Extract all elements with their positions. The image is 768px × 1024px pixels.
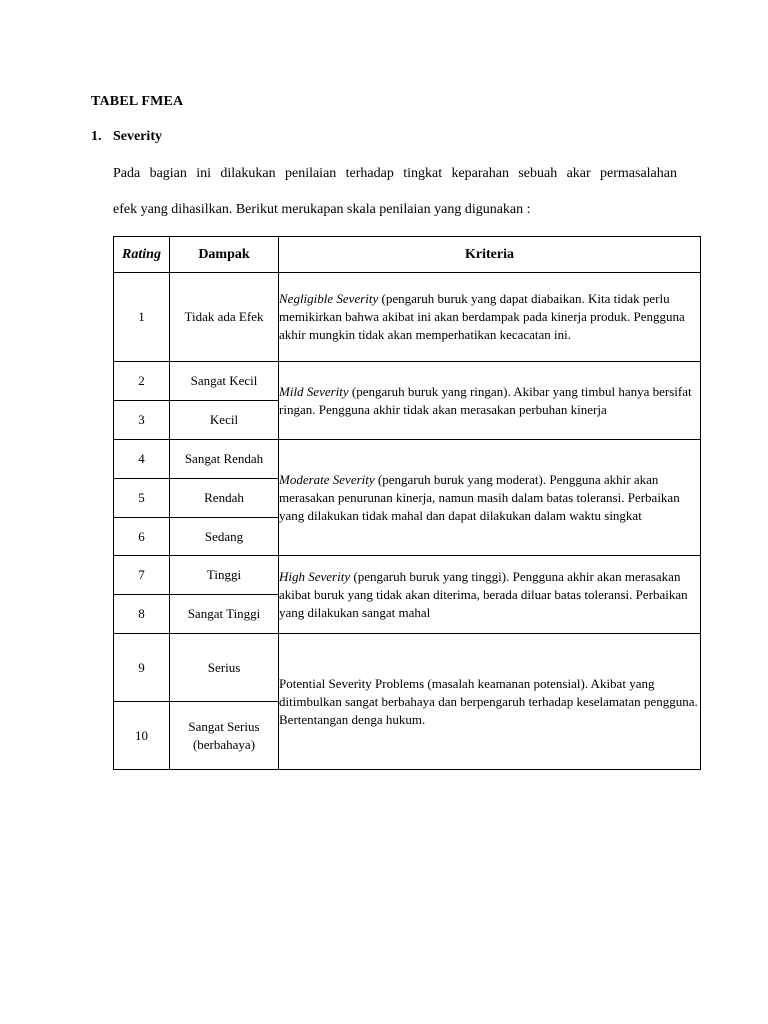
header-dampak: Dampak [170, 237, 279, 273]
table-row [114, 634, 701, 702]
dampak-cell: Sangat Serius (berbahaya) [170, 702, 279, 770]
dampak-cell: Serius [170, 634, 279, 702]
document-title: TABEL FMEA [91, 94, 184, 109]
rating-cell: 10 [114, 702, 170, 770]
dampak-cell: Tinggi [170, 556, 279, 595]
dampak-cell: Sangat Tinggi [170, 595, 279, 634]
rating-cell: 6 [114, 518, 170, 556]
kriteria-cell [279, 362, 701, 440]
intro-paragraph-line-1: Pada bagian ini dilakukan penilaian terhadap tingkat keparahan sebuah akar permasalahan [113, 166, 677, 181]
rating-cell: 2 [114, 362, 170, 401]
kriteria-text: (pengaruh buruk yang tinggi). Pengguna akhir akan merasakan akibat buruk yang tidak akan diterima, berada diluar batas toleransi. Perbaikan yang dilakukan sangat mahal [279, 568, 688, 620]
dampak-cell: Tidak ada Efek [170, 273, 279, 362]
kriteria-term: Mild Severity [279, 383, 349, 399]
table-row [114, 273, 701, 362]
table-header-row [114, 237, 701, 273]
kriteria-cell [279, 273, 701, 362]
table-row [114, 362, 701, 401]
intro-paragraph-line-2: efek yang dihasilkan. Berikut merukapan skala penilaian yang digunakan : [113, 202, 531, 217]
rating-cell: 8 [114, 595, 170, 634]
kriteria-cell [279, 634, 701, 770]
dampak-cell: Rendah [170, 479, 279, 518]
kriteria-text: (pengaruh buruk yang ringan). Akibar yang timbul hanya bersifat ringan. Pengguna akhir tidak akan merasakan perbuhan kinerja [279, 383, 692, 417]
rating-cell: 4 [114, 440, 170, 479]
rating-cell: 5 [114, 479, 170, 518]
kriteria-term: Negligible Severity [279, 291, 379, 306]
kriteria-text: (pengaruh buruk yang moderat). Pengguna akhir akan merasakan penurunan kinerja, namun masih dalam batas toleransi. Perbaikan yang dilakukan tidak mahal dan dapat dilakukan dalam waktu singkat [279, 471, 680, 523]
rating-cell: 1 [114, 273, 170, 362]
kriteria-term: High Severity [279, 568, 351, 584]
dampak-cell: Sangat Kecil [170, 362, 279, 401]
kriteria-cell [279, 556, 701, 634]
header-rating: Rating [114, 237, 170, 273]
section-heading [91, 129, 162, 145]
dampak-cell: Sangat Rendah [170, 440, 279, 479]
section-number: 1. [91, 129, 102, 144]
rating-cell: 7 [114, 556, 170, 595]
rating-cell: 9 [114, 634, 170, 702]
header-kriteria: Kriteria [279, 237, 701, 273]
table-row [114, 440, 701, 479]
kriteria-text: Potential Severity Problems (masalah keamanan potensial). Akibat yang ditimbulkan sangat berbahaya dan berpengaruh terhadap keselamatan pengguna. Bertentangan denga hukum. [279, 675, 698, 727]
kriteria-term: Moderate Severity [279, 471, 375, 487]
fmea-severity-table [113, 236, 701, 770]
dampak-cell: Kecil [170, 401, 279, 440]
dampak-cell: Sedang [170, 518, 279, 556]
rating-cell: 3 [114, 401, 170, 440]
section-title: Severity [113, 129, 162, 144]
kriteria-text: (pengaruh buruk yang dapat diabaikan. Kita tidak perlu memikirkan bahwa akibat ini akan berdampak pada kinerja produk. Pengguna akhir mungkin tidak akan memperhatikan kecacatan ini. [279, 291, 685, 342]
table-row [114, 556, 701, 595]
kriteria-cell [279, 440, 701, 556]
